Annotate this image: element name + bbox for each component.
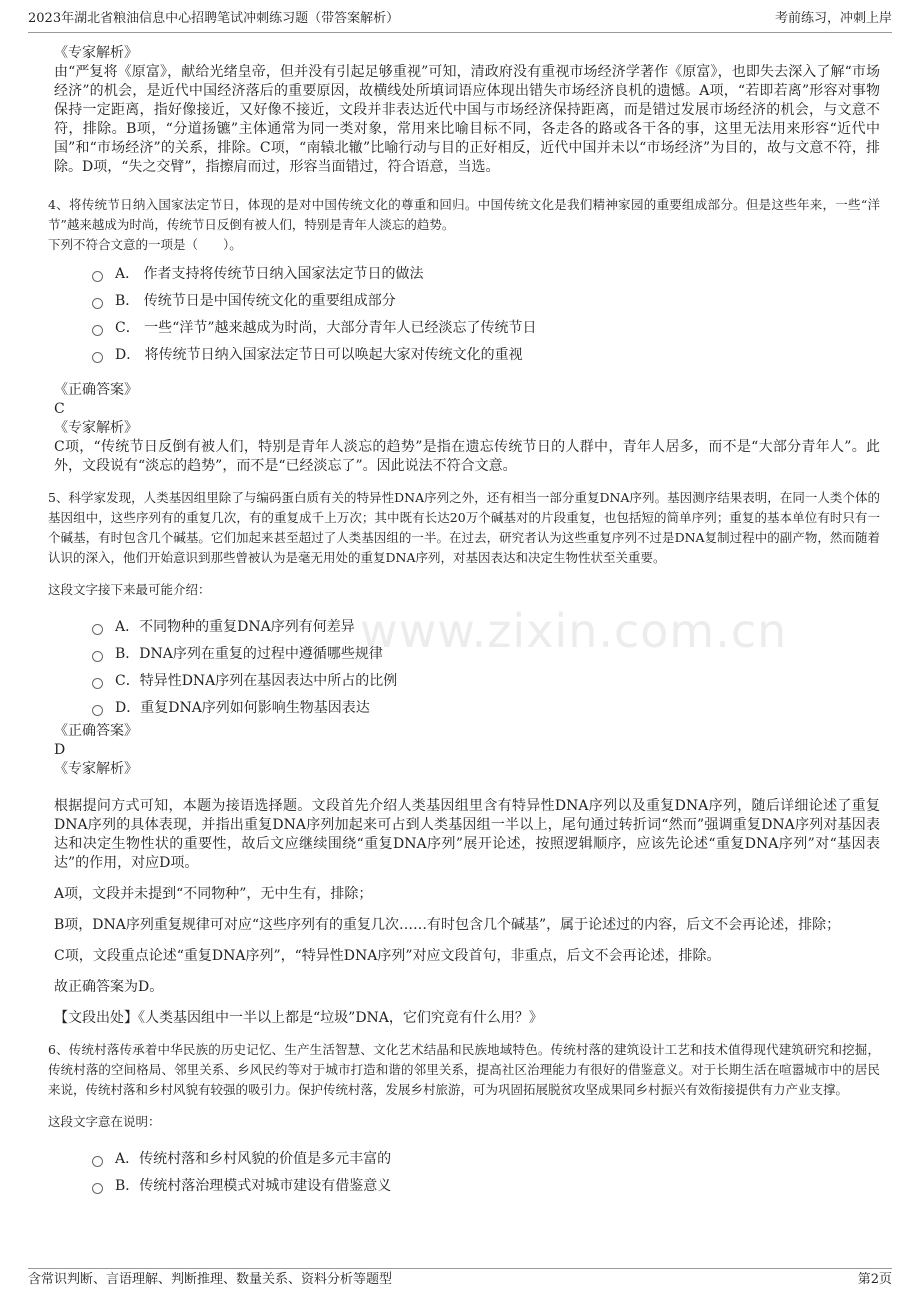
q5-option-c[interactable] [92, 668, 880, 695]
option-label: A． 作者支持将传统节日纳入国家法定节日的做法 [115, 266, 424, 282]
option-label: A．传统村落和乡村风貌的价值是多元丰富的 [115, 1151, 392, 1167]
q5-analysis-p5: 故正确答案为D。 [54, 979, 164, 995]
q4-prompt: 下列不符合文意的一项是（ ）。 [48, 237, 242, 252]
q4-answer: C [54, 401, 65, 417]
option-label: C．特异性DNA序列在基因表达中所占的比例 [115, 673, 398, 689]
page-footer [28, 1268, 892, 1293]
q5-answer: D [54, 742, 66, 758]
radio-icon[interactable] [92, 1183, 103, 1194]
q6-option-a[interactable] [92, 1146, 880, 1173]
q5-stem: 5、科学家发现，人类基因组里除了与编码蛋白质有关的特异性DNA序列之外，还有相当一部分重复DNA序列。基因测序结果表明，在同一人类个体的基因组中，这些序列有的重复几次，有的重复成千上万次；其中既有长达20万个碱基对的片段重复，也包括短的简单序列；重复的基本单位有时只有一个碱基，有时包含几个碱基。它们加起来甚至超过了人类基因组的一半。在过去，研究者认为这些重复序列不过是DNA复制过程中的副产物，然而随着认识的深入，他们开始意识到那些曾被认为是毫无用处的重复DNA序列，对基因表达和决定生物性状至关重要。 [48, 490, 880, 565]
q5-prompt: 这段文字接下来最可能介绍： [48, 582, 211, 597]
q6-stem: 6、传统村落传承着中华民族的历史记忆、生产生活智慧、文化艺术结晶和民族地域特色。传统村落的建筑设计工艺和技术值得现代建筑研究和挖掘，传统村落的空间格局、邻里关系、乡风民约等对于城市打造和谐的邻里关系，提高社区治理能力有很好的借鉴意义。对于长期生活在喧嚣城市中的居民来说，传统村落和乡村风貌有较强的吸引力。保护传统村落，发展乡村旅游，可为巩固拓展脱贫攻坚成果同乡村振兴有效衔接提供有力产业支撑。 [48, 1042, 880, 1097]
q5-analysis-p4: C项，文段重点论述“重复DNA序列”，“特异性DNA序列”对应文段首句，非重点，后文不会再论述，排除。 [54, 948, 721, 964]
document-title: 2023年湖北省粮油信息中心招聘笔试冲刺练习题（带答案解析） [28, 11, 400, 26]
question-6 [48, 1040, 880, 1132]
q4-option-d[interactable] [92, 342, 880, 369]
q5-analysis-tag: 《专家解析》 [54, 761, 138, 777]
radio-icon[interactable] [92, 678, 103, 689]
question-5 [48, 488, 880, 600]
footer-note: 含常识判断、言语理解、判断推理、数量关系、资料分析等题型 [28, 1272, 393, 1287]
q3-analysis: 由“严复将《原富》，献给光绪皇帝，但并没有引起足够重视”可知，清政府没有重视市场经济学著作《原富》，也即失去深入了解“市场经济”的机会，是近代中国经济落后的重要原因，故横线处所填词语应体现出错失市场经济良机的遗憾。A项，“若即若离”形容对事物保持一定距离，指好像接近，又好像不接近，文段并非表达近代中国与市场经济保持距离，而是错过发展市场经济的机会，与文意不符，排除。B项，“分道扬镳”主体通常为同一类对象，常用来比喻目标不同，各走各的路或各干各的事，这里无法用来形容“近代中国”和“市场经济”的关系，排除。C项，“南辕北辙”比喻行动与目的正好相反，近代中国并未以“市场经济”为目的，故与文意不符，排除。D项，“失之交臂”，指擦肩而过，形容当面错过，符合语意，当选。 [54, 64, 880, 175]
q4-stem: 4、将传统节日纳入国家法定节日，体现的是对中国传统文化的尊重和回归。中国传统文化是我们精神家园的重要组成部分。但是这些年来，一些“洋节”越来越成为时尚，传统节日反倒有被人们，特别是青年人淡忘的趋势。 [48, 197, 880, 232]
page-header [28, 8, 892, 33]
option-label: D． 将传统节日纳入国家法定节日可以唤起大家对传统文化的重视 [115, 347, 523, 363]
q4-option-a[interactable] [92, 261, 880, 288]
option-label: B．传统村落治理模式对城市建设有借鉴意义 [115, 1178, 392, 1194]
q5-option-d[interactable] [92, 695, 880, 722]
watermark: www.zixin.com.cn [360, 604, 788, 658]
option-label: D．重复DNA序列如何影响生物基因表达 [115, 700, 370, 716]
radio-icon[interactable] [92, 705, 103, 716]
option-label: C． 一些“洋节”越来越成为时尚，大部分青年人已经淡忘了传统节日 [115, 320, 537, 336]
radio-icon[interactable] [92, 271, 103, 282]
option-label: B．DNA序列在重复的过程中遵循哪些规律 [115, 646, 383, 662]
q5-answer-tag: 《正确答案》 [54, 723, 138, 739]
q4-options [92, 261, 880, 369]
q5-analysis-p2: A项，文段并未提到“不同物种”，无中生有，排除； [54, 886, 373, 902]
q6-prompt: 这段文字意在说明： [48, 1114, 161, 1129]
q5-source: 【文段出处】《人类基因组中一半以上都是“垃圾”DNA，它们究竟有什么用？》 [54, 1010, 543, 1026]
header-slogan: 考前练习，冲刺上岸 [774, 11, 892, 26]
radio-icon[interactable] [92, 352, 103, 363]
question-4 [48, 195, 880, 255]
q6-options [92, 1146, 880, 1200]
page-content [48, 44, 880, 1200]
q4-analysis: C项，“传统节日反倒有被人们，特别是青年人淡忘的趋势”是指在遗忘传统节日的人群中，青年人居多，而不是“大部分青年人”。此外，文段说有“淡忘的趋势”，而不是“已经淡忘了”。因此说法不符合文意。 [54, 439, 880, 474]
radio-icon[interactable] [92, 325, 103, 336]
q4-option-b[interactable] [92, 288, 880, 315]
radio-icon[interactable] [92, 1156, 103, 1167]
radio-icon[interactable] [92, 624, 103, 635]
q4-answer-tag: 《正确答案》 [54, 382, 138, 398]
q3-analysis-tag: 《专家解析》 [54, 45, 138, 61]
q5-analysis-p1: 根据提问方式可知，本题为接语选择题。文段首先介绍人类基因组里含有特异性DNA序列以及重复DNA序列，随后详细论述了重复DNA序列的具体表现，并指出重复DNA序列加起来可占到人类基因组一半以上，尾句通过转折词“然而”强调重复DNA序列对基因表达和决定生物性状的重要性，故后文应继续围绕“重复DNA序列”展开论述，按照逻辑顺序，应该先论述“重复DNA序列”对“基因表达”的作用，对应D项。 [54, 798, 880, 871]
q6-option-b[interactable] [92, 1173, 880, 1200]
q4-analysis-tag: 《专家解析》 [54, 420, 138, 436]
page-number: 第2页 [857, 1272, 892, 1287]
q5-option-b[interactable] [92, 641, 880, 668]
q5-analysis-p3: B项，DNA序列重复规律可对应“这些序列有的重复几次……有时包含几个碱基”，属于论述过的内容，后文不会再论述，排除； [54, 917, 841, 933]
q5-options [92, 614, 880, 722]
radio-icon[interactable] [92, 651, 103, 662]
radio-icon[interactable] [92, 298, 103, 309]
q5-option-a[interactable] [92, 614, 880, 641]
option-label: B． 传统节日是中国传统文化的重要组成部分 [115, 293, 396, 309]
q4-option-c[interactable] [92, 315, 880, 342]
option-label: A．不同物种的重复DNA序列有何差异 [115, 619, 355, 635]
